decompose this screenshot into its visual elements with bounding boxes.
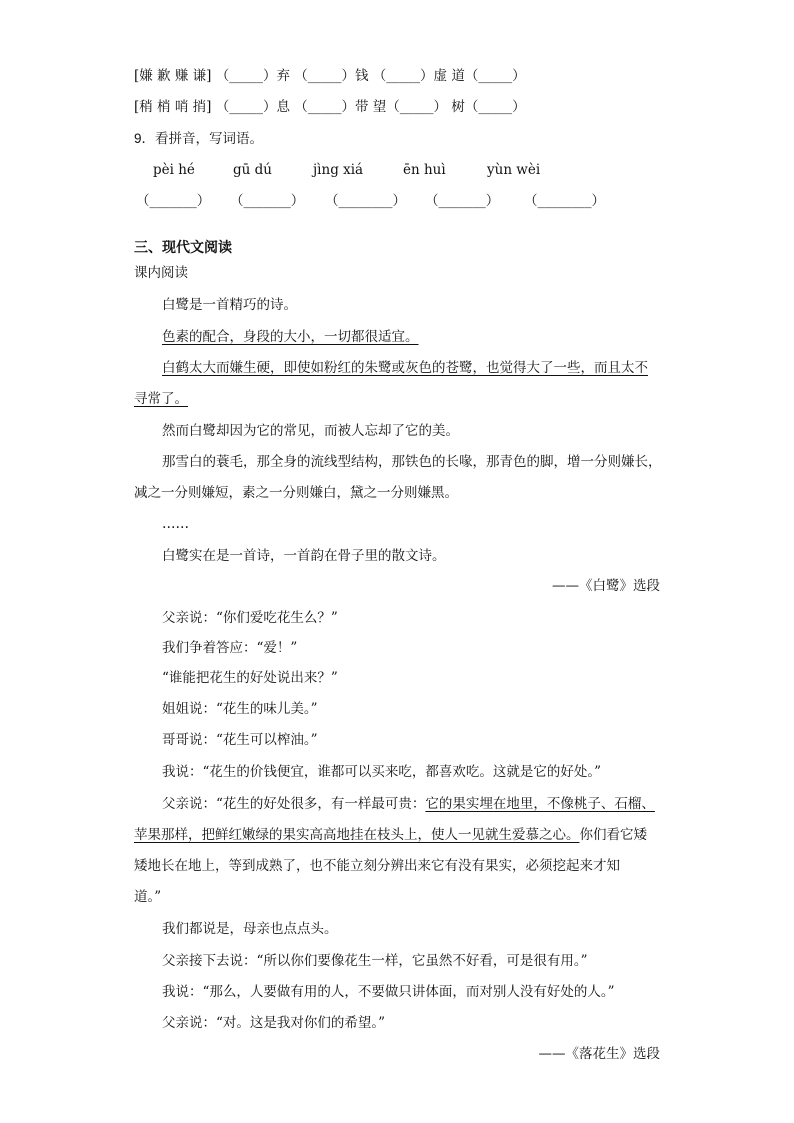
answer-blank-1[interactable]: （_______） <box>136 193 211 209</box>
passage1-source: ——《白鹭》选段 <box>552 578 660 594</box>
passage2-line-7c: 矮地长在地上，等到成熟了，也不能立刻分辨出来它有没有果实，必须挖起来才知 <box>134 858 620 874</box>
passage1-ellipsis: …… <box>162 516 189 532</box>
passage2-line-10: 我说：“那么，人要做有用的人，不要做只讲体面，而对别人没有好处的人。” <box>162 984 615 1000</box>
passage2-line-7b <box>134 825 647 845</box>
pinyin-5: yùn wèi <box>487 162 541 178</box>
q9-title: 9．看拼音，写词语。 <box>134 131 264 146</box>
passage1-para-6: 白鹭实在是一首诗，一首韵在骨子里的散文诗。 <box>162 548 446 564</box>
q8-row-1: [嫌 歉 赚 谦] （_____）弃 （_____）钱 （_____）虚 道（_____） <box>134 68 526 84</box>
passage2-line-9: 父亲接下去说：“所以你们要像花生一样，它虽然不好看，可是很有用。” <box>162 953 588 969</box>
passage1-para-5-line-1: 那雪白的蓑毛，那全身的流线型结构，那铁色的长喙，那青色的脚，增一分则嫌长， <box>162 454 662 470</box>
pinyin-2: gū dú <box>233 162 272 178</box>
passage2-line-7a-underlined: 它的果实埋在地里，不像桃子、石榴、 <box>425 796 655 812</box>
passage2-line-6: 我说：“花生的价钱便宜，谁都可以买来吃，都喜欢吃。这就是它的好处。” <box>162 764 602 780</box>
answer-blank-3[interactable]: （________） <box>325 193 406 209</box>
passage2-line-8: 我们都说是，母亲也点点头。 <box>162 921 338 937</box>
passage2-line-7b-text: 你们看它矮 <box>579 827 647 843</box>
passage1-para-1: 白鹭是一首精巧的诗。 <box>162 297 297 313</box>
answer-blank-4[interactable]: （_______） <box>425 193 500 209</box>
passage1-para-2-underlined: 色素的配合，身段的大小，一切都很适宜。 <box>162 329 419 345</box>
passage1-para-3-line-1: 白鹤太大而嫌生硬，即使如粉红的朱鹭或灰色的苍鹭，也觉得大了一些，而且太不 <box>162 360 648 376</box>
pinyin-4: ēn huì <box>403 162 446 178</box>
pinyin-1: pèi hé <box>153 162 195 178</box>
passage2-line-7d: 道。” <box>134 889 162 905</box>
passage2-source: ——《落花生》选段 <box>538 1046 660 1062</box>
passage1-para-5-line-2: 减之一分则嫌短，素之一分则嫌白，黛之一分则嫌黑。 <box>134 485 458 501</box>
passage1-para-3-line-2: 寻常了。 <box>134 391 188 407</box>
section-subheading: 课内阅读 <box>134 265 188 280</box>
passage2-line-7a <box>162 794 655 814</box>
answer-blank-5[interactable]: （________） <box>524 193 605 209</box>
passage2-line-7b-underlined: 苹果那样，把鲜红嫩绿的果实高高地挂在枝头上，使人一见就生爱慕之心。 <box>134 827 580 843</box>
passage2-line-7a-text: 父亲说：“花生的好处很多，有一样最可贵： <box>162 796 426 812</box>
passage2-line-2: 我们争着答应：“爱！” <box>162 640 298 656</box>
passage2-line-5: 哥哥说：“花生可以榨油。” <box>162 732 318 748</box>
answer-blank-2[interactable]: （_______） <box>230 193 305 209</box>
passage2-line-1: 父亲说：“你们爱吃花生么？” <box>162 610 338 626</box>
q8-row-2: [稍 梢 哨 捎] （_____）息 （_____）带 望（_____） 树（_____） <box>134 99 526 115</box>
pinyin-3: jìng xiá <box>313 162 364 178</box>
passage2-line-4: 姐姐说：“花生的味儿美。” <box>162 701 318 717</box>
passage2-line-3: “谁能把花生的好处说出来？” <box>162 670 338 686</box>
passage2-line-11: 父亲说：“对。这是我对你们的希望。” <box>162 1015 386 1031</box>
section-heading: 三、现代文阅读 <box>134 239 232 255</box>
passage1-para-4: 然而白鹭却因为它的常见，而被人忘却了它的美。 <box>162 423 459 439</box>
